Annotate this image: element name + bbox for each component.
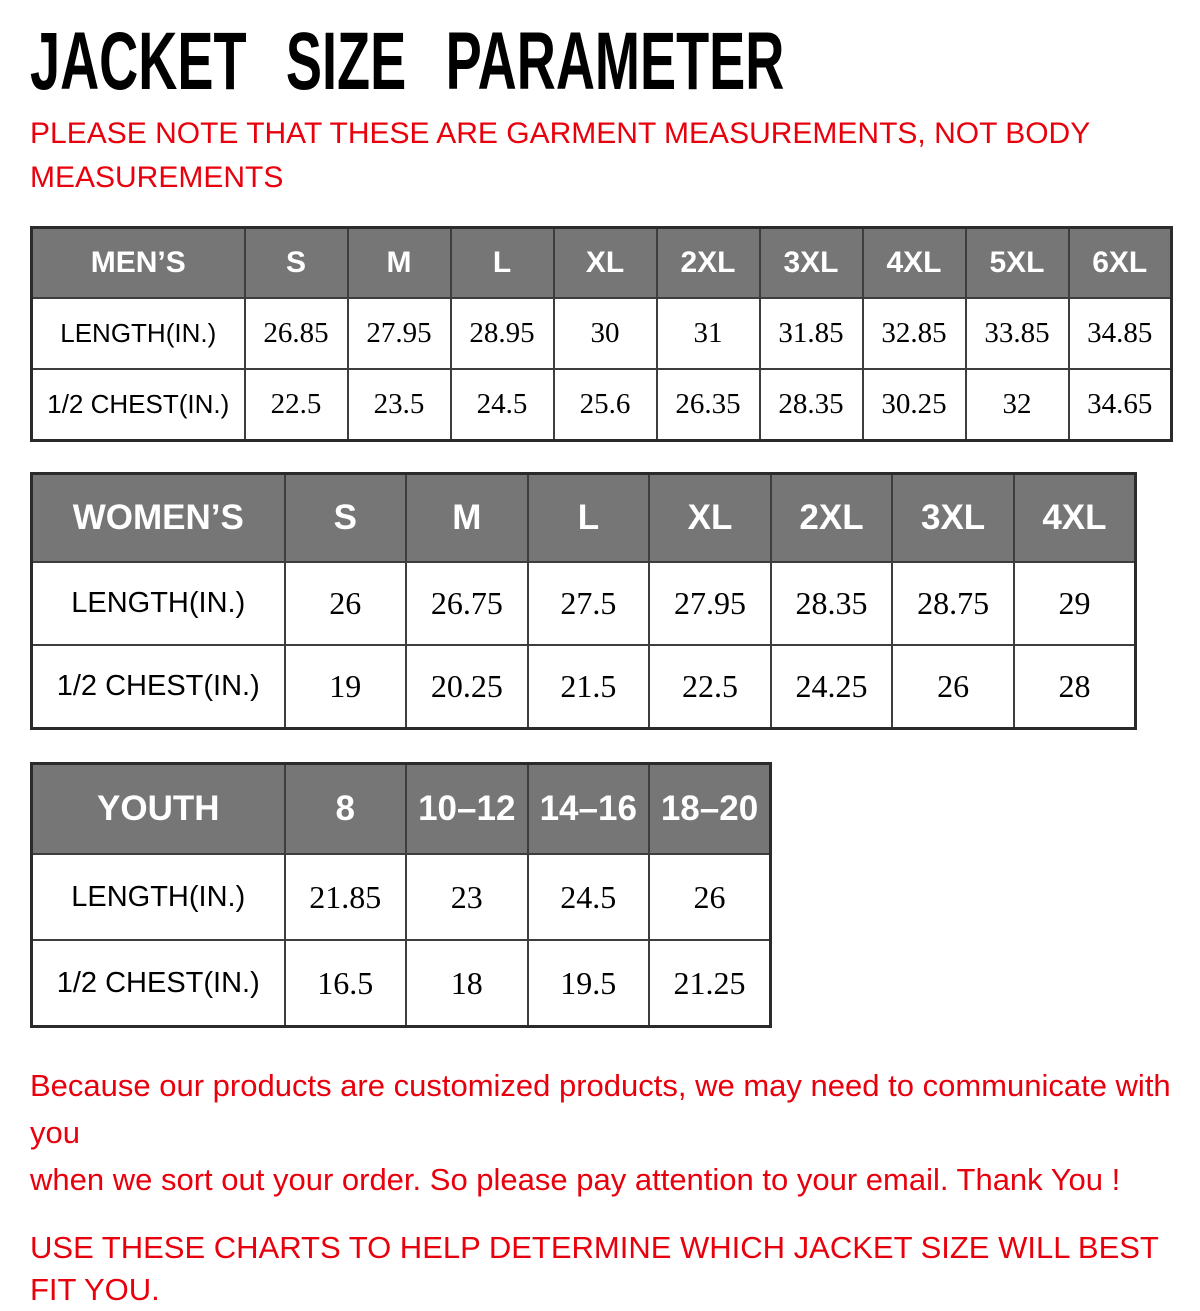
measurement-value-cell: 24.5 <box>451 369 554 441</box>
womens-measurement-row <box>32 562 1136 645</box>
measurement-value-cell: 26.75 <box>406 562 528 645</box>
youth-size-header-cell: 10–12 <box>406 764 528 855</box>
mens-size-header-cell: 4XL <box>863 228 966 299</box>
mens-size-header-cell: M <box>348 228 451 299</box>
womens-size-header-cell: 2XL <box>771 474 893 563</box>
measurement-value-cell: 34.65 <box>1069 369 1172 441</box>
measurement-value-cell: 29 <box>1014 562 1136 645</box>
measurement-value-cell: 16.5 <box>285 940 407 1027</box>
measurement-value-cell: 28.35 <box>771 562 893 645</box>
row-label-cell: LENGTH(IN.) <box>32 298 245 369</box>
measurement-value-cell: 26.85 <box>245 298 348 369</box>
mens-size-header-cell: L <box>451 228 554 299</box>
mens-size-header-cell: 3XL <box>760 228 863 299</box>
use-charts-note: USE THESE CHARTS TO HELP DETERMINE WHICH JACKET SIZE WILL BEST FIT YOU. <box>30 1230 1159 1307</box>
mens-size-header-cell: 2XL <box>657 228 760 299</box>
measurement-value-cell: 21.25 <box>649 940 771 1027</box>
womens-header-row <box>32 474 1136 563</box>
row-label-cell: LENGTH(IN.) <box>32 562 285 645</box>
measurement-value-cell: 26 <box>649 854 771 940</box>
youth-size-header-cell: 14–16 <box>528 764 650 855</box>
measurement-value-cell: 24.25 <box>771 645 893 729</box>
mens-measurement-row <box>32 298 1172 369</box>
measurement-value-cell: 18 <box>406 940 528 1027</box>
row-label-cell: 1/2 CHEST(IN.) <box>32 369 245 441</box>
measurement-value-cell: 22.5 <box>245 369 348 441</box>
measurement-value-cell: 20.25 <box>406 645 528 729</box>
measurement-value-cell: 27.5 <box>528 562 650 645</box>
mens-size-header-cell: XL <box>554 228 657 299</box>
youth-measurement-row <box>32 940 771 1027</box>
womens-size-header-cell: XL <box>649 474 771 563</box>
mens-header-row <box>32 228 1172 299</box>
youth-group-title-cell: YOUTH <box>32 764 285 855</box>
measurement-value-cell: 23 <box>406 854 528 940</box>
measurement-value-cell: 27.95 <box>649 562 771 645</box>
footer-line-2: when we sort out your order. So please pay attention to your email. Thank You ! <box>30 1162 1121 1197</box>
measurement-value-cell: 19.5 <box>528 940 650 1027</box>
youth-size-header-cell: 8 <box>285 764 407 855</box>
measurement-value-cell: 25.6 <box>554 369 657 441</box>
measurement-value-cell: 21.5 <box>528 645 650 729</box>
page-title <box>30 16 1180 107</box>
measurement-value-cell: 26 <box>285 562 407 645</box>
measurement-value-cell: 30 <box>554 298 657 369</box>
measurement-value-cell: 33.85 <box>966 298 1069 369</box>
measurement-value-cell: 28.75 <box>892 562 1014 645</box>
row-label-cell: 1/2 CHEST(IN.) <box>32 940 285 1027</box>
measurement-value-cell: 34.85 <box>1069 298 1172 369</box>
note-line-2: MEASUREMENTS <box>30 161 284 194</box>
measurement-value-cell: 31 <box>657 298 760 369</box>
measurement-value-cell: 32.85 <box>863 298 966 369</box>
mens-group-title-cell: MEN’S <box>32 228 245 299</box>
footer-line-1: Because our products are customized products, we may need to communicate with you <box>30 1068 1171 1150</box>
note-line-1: PLEASE NOTE THAT THESE ARE GARMENT MEASUREMENTS, NOT BODY <box>30 117 1091 150</box>
measurement-value-cell: 19 <box>285 645 407 729</box>
measurement-value-cell: 28.95 <box>451 298 554 369</box>
measurement-value-cell: 28.35 <box>760 369 863 441</box>
womens-measurement-row <box>32 645 1136 729</box>
womens-size-table <box>30 472 1137 730</box>
row-label-cell: 1/2 CHEST(IN.) <box>32 645 285 729</box>
mens-size-header-cell: S <box>245 228 348 299</box>
measurement-value-cell: 23.5 <box>348 369 451 441</box>
measurement-value-cell: 21.85 <box>285 854 407 940</box>
youth-size-header-cell: 18–20 <box>649 764 771 855</box>
mens-size-table <box>30 226 1173 442</box>
measurement-value-cell: 26.35 <box>657 369 760 441</box>
womens-size-header-cell: 3XL <box>892 474 1014 563</box>
womens-size-header-cell: M <box>406 474 528 563</box>
garment-measurement-note <box>30 112 1180 200</box>
measurement-value-cell: 30.25 <box>863 369 966 441</box>
row-label-cell: LENGTH(IN.) <box>32 854 285 940</box>
page-title-text: JACKET SIZE PARAMETER <box>30 16 785 107</box>
measurement-value-cell: 31.85 <box>760 298 863 369</box>
mens-size-header-cell: 5XL <box>966 228 1069 299</box>
mens-measurement-row <box>32 369 1172 441</box>
customized-products-note <box>30 1062 1180 1203</box>
measurement-value-cell: 27.95 <box>348 298 451 369</box>
youth-measurement-row <box>32 854 771 940</box>
measurement-value-cell: 32 <box>966 369 1069 441</box>
measurement-value-cell: 24.5 <box>528 854 650 940</box>
youth-size-table <box>30 762 772 1028</box>
womens-size-header-cell: S <box>285 474 407 563</box>
womens-size-header-cell: 4XL <box>1014 474 1136 563</box>
measurement-value-cell: 26 <box>892 645 1014 729</box>
youth-header-row <box>32 764 771 855</box>
mens-size-header-cell: 6XL <box>1069 228 1172 299</box>
womens-group-title-cell: WOMEN’S <box>32 474 285 563</box>
measurement-value-cell: 22.5 <box>649 645 771 729</box>
measurement-value-cell: 28 <box>1014 645 1136 729</box>
womens-size-header-cell: L <box>528 474 650 563</box>
